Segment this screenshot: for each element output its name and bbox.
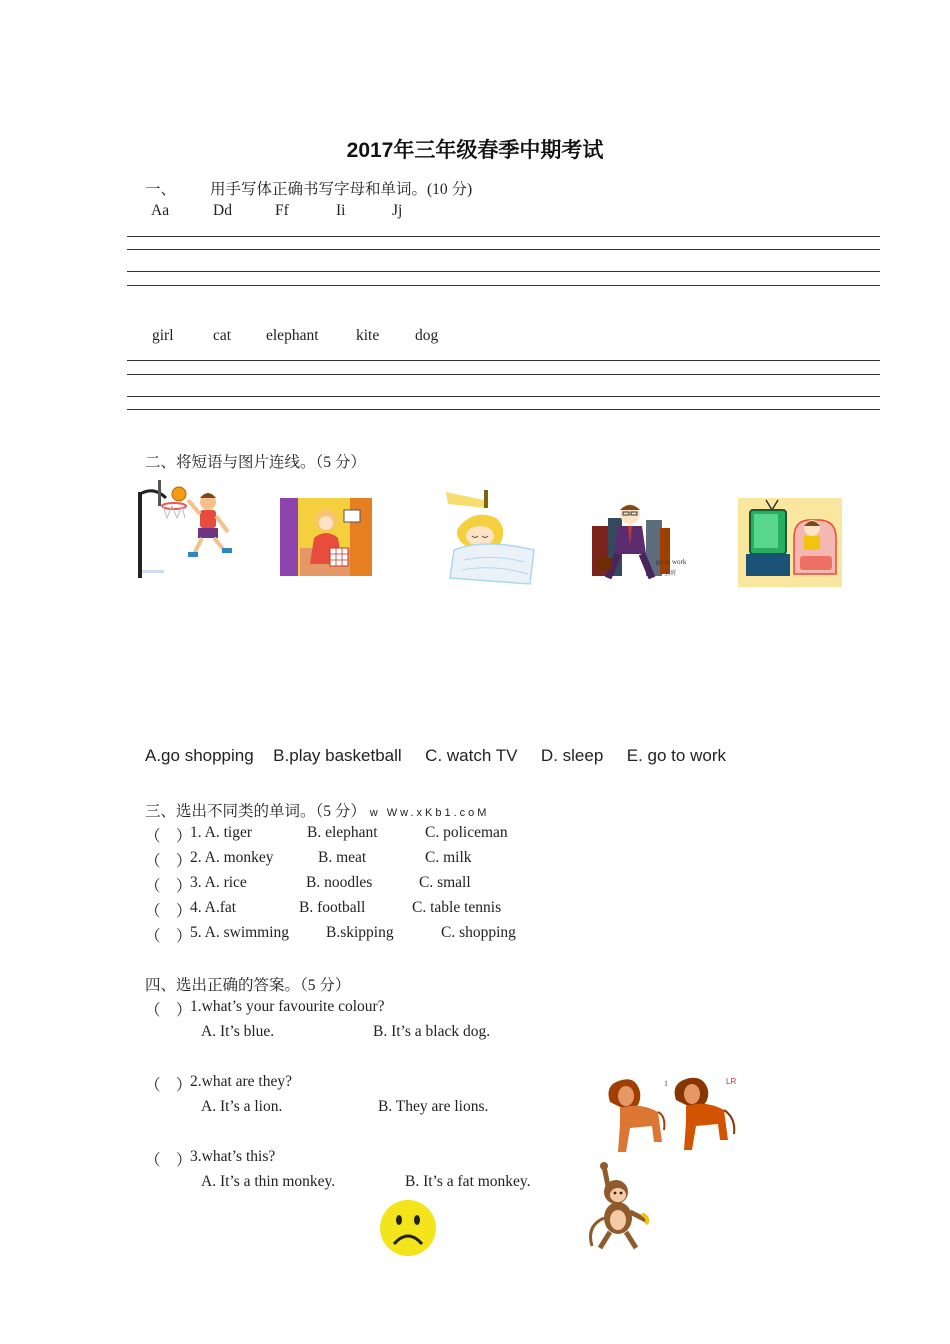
word-4: kite bbox=[356, 327, 380, 344]
row2-option-b: B. meat bbox=[318, 849, 367, 866]
option-e: E. go to work bbox=[626, 746, 726, 765]
option-c: C. watch TV bbox=[425, 746, 518, 765]
letter-1: Aa bbox=[151, 202, 170, 219]
writing-line[interactable] bbox=[127, 396, 880, 397]
writing-line[interactable] bbox=[127, 374, 880, 375]
answer-bracket[interactable]: （ ） bbox=[145, 853, 192, 870]
section3-row-3 bbox=[145, 874, 192, 896]
row5-option-a: 5. A. swimming bbox=[190, 924, 290, 941]
section3-row-5 bbox=[145, 924, 192, 946]
page-title: 2017年三年级春季中期考试 bbox=[346, 139, 604, 162]
answer-bracket[interactable]: （ ） bbox=[145, 878, 192, 895]
row3-option-b: B. noodles bbox=[306, 874, 373, 891]
row2-option-c: C. milk bbox=[425, 849, 472, 866]
lion-left bbox=[609, 1079, 665, 1152]
man-going-to-work-picture[interactable] bbox=[590, 498, 694, 586]
section3-row-4 bbox=[145, 899, 192, 921]
letter-4: Ii bbox=[336, 202, 346, 219]
word-5: dog bbox=[415, 327, 439, 344]
q2-bracket[interactable]: （ ） bbox=[145, 1077, 192, 1094]
sleeping-child-picture[interactable] bbox=[444, 488, 538, 586]
section1-number: 一、 bbox=[145, 181, 177, 198]
writing-line[interactable] bbox=[127, 249, 880, 250]
lion-mark-1: 1 bbox=[664, 1079, 668, 1088]
q3-option-b: B. It’s a fat monkey. bbox=[405, 1173, 531, 1190]
question-2: 2.what are they? bbox=[190, 1073, 292, 1090]
word-3: elephant bbox=[266, 327, 319, 344]
two-lions-picture[interactable] bbox=[600, 1072, 742, 1158]
option-d: D. sleep bbox=[540, 746, 604, 765]
work-caption: go to work bbox=[656, 558, 687, 566]
q1-bracket[interactable]: （ ） bbox=[145, 1002, 192, 1019]
writing-line[interactable] bbox=[127, 409, 880, 410]
row3-option-c: C. small bbox=[419, 874, 471, 891]
section2-heading: 二、将短语与图片连线。（5 分） bbox=[145, 454, 366, 471]
row1-option-c: C. policeman bbox=[425, 824, 508, 841]
writing-line[interactable] bbox=[127, 236, 880, 237]
q1-option-a: A. It’s blue. bbox=[201, 1023, 275, 1040]
row4-option-c: C. table tennis bbox=[412, 899, 502, 916]
option-b: B.play basketball bbox=[273, 746, 402, 765]
basketball-player-picture[interactable] bbox=[136, 476, 240, 580]
monkey-picture[interactable] bbox=[582, 1162, 658, 1254]
row5-option-b: B.skipping bbox=[326, 924, 394, 941]
answer-bracket[interactable]: （ ） bbox=[145, 928, 192, 945]
matching-options bbox=[145, 746, 726, 766]
shopping-girl-picture[interactable] bbox=[280, 498, 372, 576]
watermark-text: w Ww.xKb1.coM bbox=[369, 807, 490, 819]
girl-watching-tv-picture[interactable] bbox=[738, 498, 842, 587]
writing-line[interactable] bbox=[127, 271, 880, 272]
question-1: 1.what’s your favourite colour? bbox=[190, 998, 385, 1015]
letter-3: Ff bbox=[275, 202, 289, 219]
section1-instruction: 用手写体正确书写字母和单词。(10 分) bbox=[210, 181, 473, 198]
lion-right bbox=[675, 1078, 735, 1150]
work-caption-cn: 上班 bbox=[664, 571, 677, 577]
row1-option-b: B. elephant bbox=[307, 824, 378, 841]
section3-heading-line bbox=[145, 799, 489, 821]
row4-option-a: 4. A.fat bbox=[190, 899, 237, 916]
section3-heading: 三、选出不同类的单词。（5 分） bbox=[145, 803, 366, 820]
letter-5: Jj bbox=[392, 202, 403, 219]
q1-option-b: B. It’s a black dog. bbox=[373, 1023, 491, 1040]
word-1: girl bbox=[152, 327, 174, 344]
q3-bracket[interactable]: （ ） bbox=[145, 1152, 192, 1169]
question-3: 3.what’s this? bbox=[190, 1148, 276, 1165]
row1-option-a: 1. A. tiger bbox=[190, 824, 252, 841]
row2-option-a: 2. A. monkey bbox=[190, 849, 274, 866]
writing-line[interactable] bbox=[127, 285, 880, 286]
section3-row-1 bbox=[145, 824, 192, 846]
q3-option-a: A. It’s a thin monkey. bbox=[201, 1173, 336, 1190]
option-a: A.go shopping bbox=[145, 746, 254, 765]
writing-line[interactable] bbox=[127, 360, 880, 361]
answer-bracket[interactable]: （ ） bbox=[145, 828, 192, 845]
sad-face-icon bbox=[378, 1198, 438, 1258]
q2-option-a: A. It’s a lion. bbox=[201, 1098, 283, 1115]
row3-option-a: 3. A. rice bbox=[190, 874, 247, 891]
letter-2: Dd bbox=[213, 202, 232, 219]
q2-option-b: B. They are lions. bbox=[378, 1098, 489, 1115]
word-2: cat bbox=[213, 327, 232, 344]
row5-option-c: C. shopping bbox=[441, 924, 516, 941]
section3-row-2 bbox=[145, 849, 192, 871]
section4-heading: 四、选出正确的答案。（5 分） bbox=[145, 977, 351, 994]
lion-mark-2: LR bbox=[726, 1077, 737, 1086]
row4-option-b: B. football bbox=[299, 899, 366, 916]
answer-bracket[interactable]: （ ） bbox=[145, 903, 192, 920]
